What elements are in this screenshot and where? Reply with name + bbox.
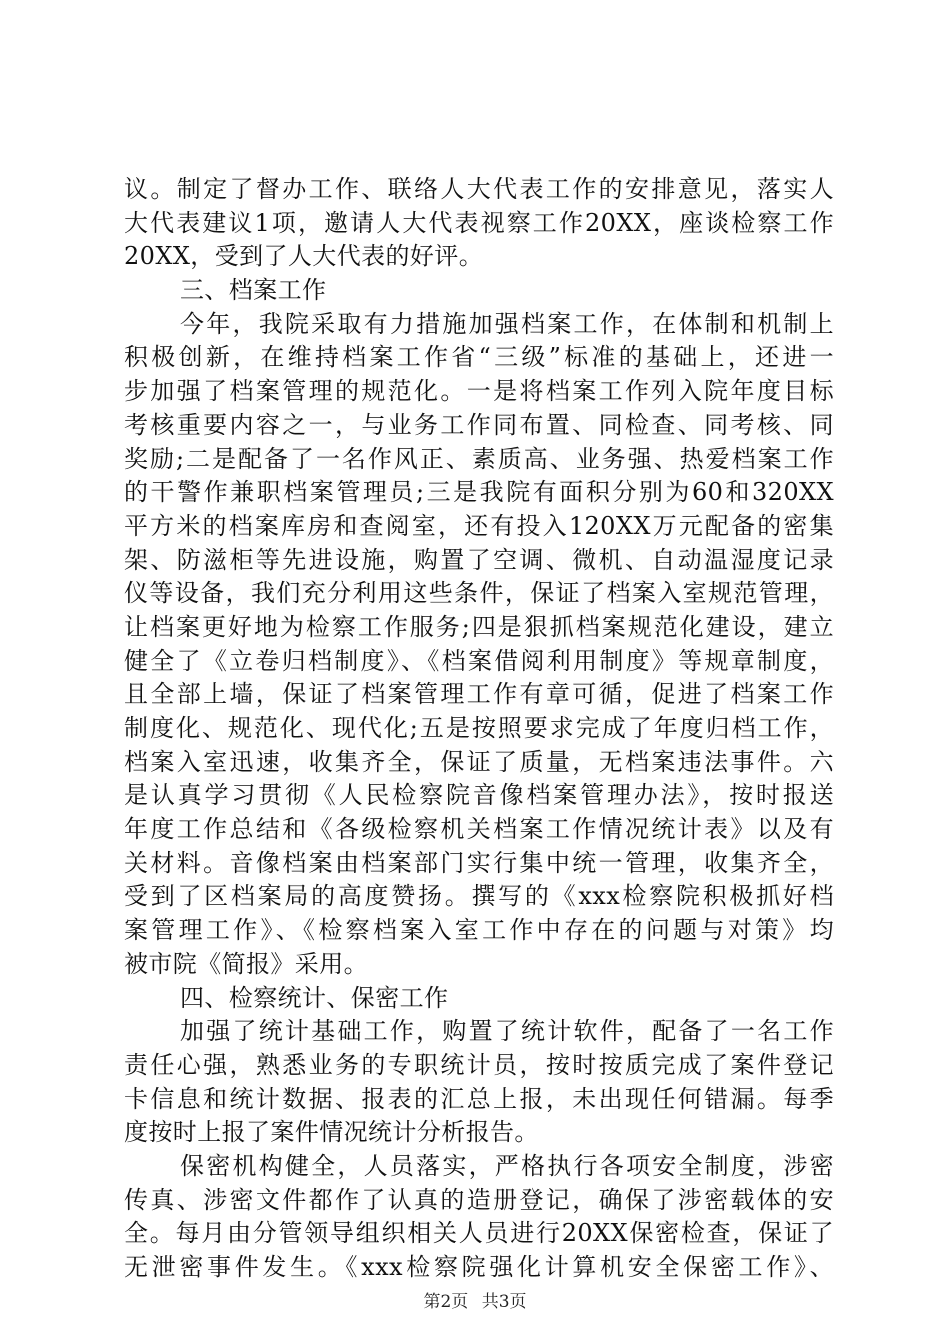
text-line: 积极创新，在维持档案工作省“三级”标准的基础上，还进一 bbox=[124, 343, 834, 372]
text-line: 健全了《立卷归档制度》、《档案借阅利用制度》等规章制度， bbox=[124, 646, 834, 675]
text-line: 奖励;二是配备了一名作风正、素质高、业务强、热爱档案工作 bbox=[124, 444, 834, 473]
text-line: 制度化、规范化、现代化;五是按照要求完成了年度归档工作， bbox=[124, 714, 834, 742]
text-line: 档案入室迅速，收集齐全，保证了质量，无档案违法事件。六 bbox=[124, 747, 834, 776]
text-line: 度按时上报了案件情况统计分析报告。 bbox=[124, 1118, 539, 1147]
page-number: 第2页 bbox=[423, 1292, 469, 1312]
page-total: 共3页 bbox=[481, 1292, 527, 1312]
text-line: 架、防滋柜等先进设施，购置了空调、微机、自动温湿度记录 bbox=[124, 545, 834, 574]
document-body bbox=[124, 173, 834, 1285]
text-line: 三、档案工作 bbox=[180, 276, 327, 305]
text-line: 是认真学习贯彻《人民检察院音像档案管理办法》，按时报送 bbox=[124, 781, 834, 810]
text-line: 保密机构健全，人员落实，严格执行各项安全制度，涉密 bbox=[180, 1151, 834, 1180]
text-line: 考核重要内容之一，与业务工作同布置、同检查、同考核、同 bbox=[124, 410, 834, 439]
text-line: 20XX，受到了人大代表的好评。 bbox=[124, 242, 484, 271]
text-line: 平方米的档案库房和查阅室，还有投入120XX万元配备的密集 bbox=[124, 511, 834, 540]
text-line: 加强了统计基础工作，购置了统计软件，配备了一名工作 bbox=[180, 1017, 834, 1046]
text-line: 传真、涉密文件都作了认真的造册登记，确保了涉密载体的安 bbox=[124, 1185, 834, 1214]
text-line: 步加强了档案管理的规范化。一是将档案工作列入院年度目标 bbox=[124, 377, 834, 406]
text-line: 的干警作兼职档案管理员;三是我院有面积分别为60和320XX bbox=[124, 478, 834, 507]
text-line: 受到了区档案局的高度赞扬。撰写的《xxx检察院积极抓好档 bbox=[124, 882, 834, 911]
text-line: 无泄密事件发生。《xxx检察院强化计算机安全保密工作》、 bbox=[124, 1253, 834, 1281]
text-line: 让档案更好地为检察工作服务;四是狠抓档案规范化建设，建立 bbox=[124, 612, 834, 641]
text-line: 卡信息和统计数据、报表的汇总上报，未出现任何错漏。每季 bbox=[124, 1084, 834, 1113]
text-line: 年度工作总结和《各级检察机关档案工作情况统计表》以及有 bbox=[124, 815, 834, 844]
text-line: 仪等设备，我们充分利用这些条件，保证了档案入室规范管理， bbox=[124, 579, 834, 608]
text-line: 议。制定了督办工作、联络人大代表工作的安排意见，落实人 bbox=[124, 175, 834, 203]
text-line: 责任心强，熟悉业务的专职统计员，按时按质完成了案件登记 bbox=[124, 1050, 834, 1079]
text-line: 案管理工作》、《检察档案入室工作中存在的问题与对策》均 bbox=[124, 916, 834, 945]
text-line: 大代表建议1项，邀请人大代表视察工作20XX，座谈检察工作 bbox=[124, 208, 834, 237]
text-line: 被市院《简报》采用。 bbox=[124, 949, 368, 978]
page-footer bbox=[0, 1287, 950, 1312]
text-line: 全。每月由分管领导组织相关人员进行20XX保密检查，保证了 bbox=[124, 1219, 834, 1248]
text-line: 四、检察统计、保密工作 bbox=[180, 983, 449, 1012]
text-line: 且全部上墙，保证了档案管理工作有章可循，促进了档案工作 bbox=[124, 680, 834, 709]
text-line: 今年，我院采取有力措施加强档案工作，在体制和机制上 bbox=[180, 309, 834, 338]
text-line: 关材料。音像档案由档案部门实行集中统一管理，收集齐全， bbox=[124, 848, 834, 877]
